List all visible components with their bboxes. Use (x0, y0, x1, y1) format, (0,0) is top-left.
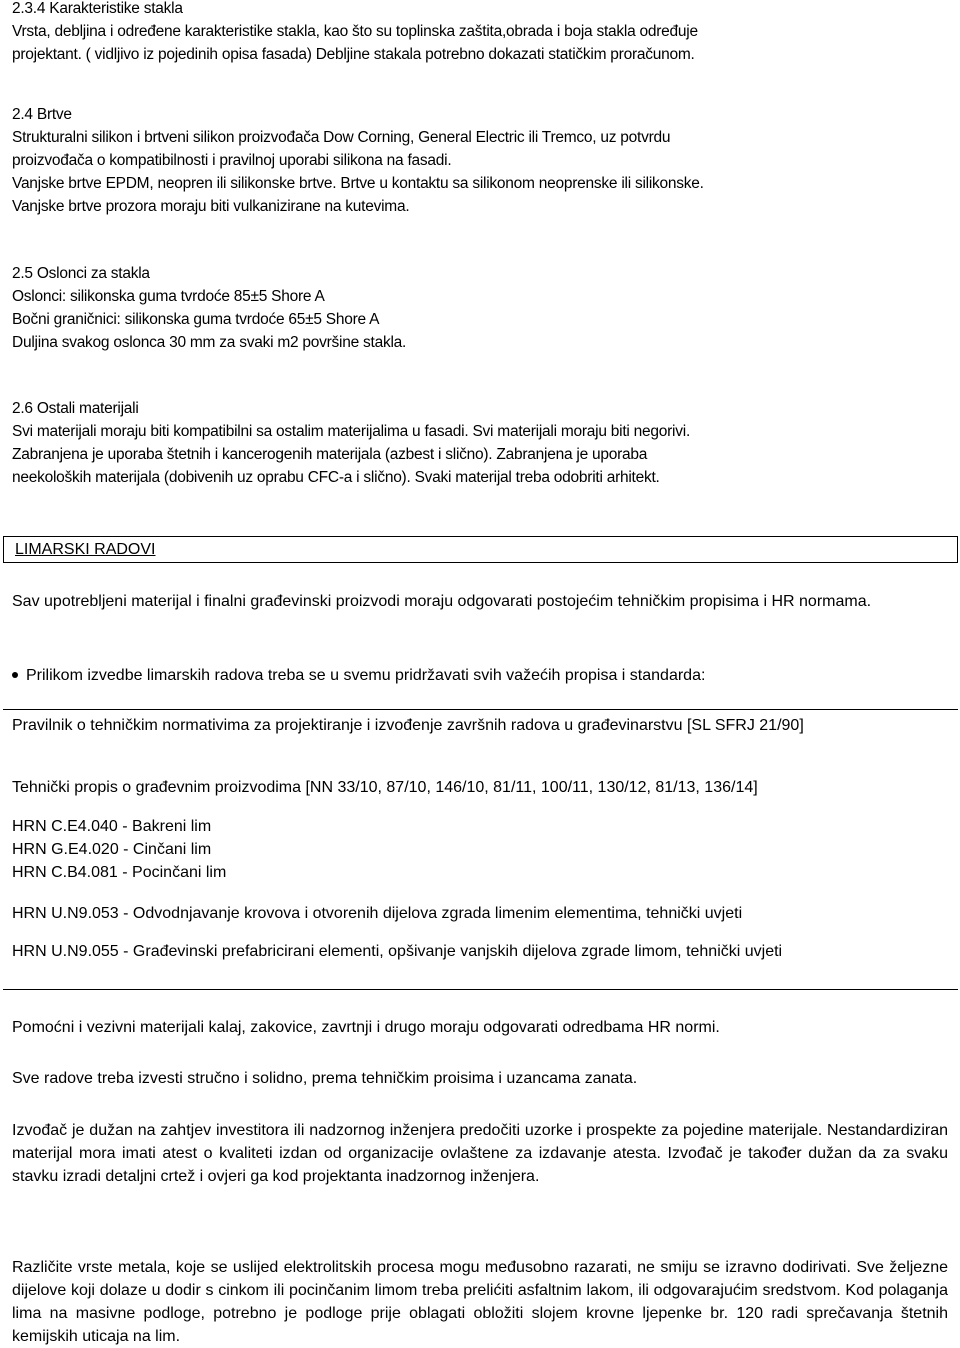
paragraph-line: Vrsta, debljina i određene karakteristike stakla, kao što su toplinska zaštita,obrada i boja stakla određuje (12, 23, 698, 40)
section-title: LIMARSKI RADOVI (15, 541, 156, 558)
paragraph-line: proizvođača o kompatibilnosti i pravilnoj uporabi silikona na fasadi. (12, 152, 452, 169)
paragraph-line: Strukturalni silikon i brtveni silikon proizvođača Dow Corning, General Electric ili Tremco, uz potvrdu (12, 129, 671, 146)
hrn-item: HRN C.E4.040 - Bakreni lim (12, 818, 212, 835)
section-heading: 2.6 Ostali materijali (12, 400, 139, 417)
divider (3, 989, 958, 990)
hrn-item: HRN U.N9.053 - Odvodnjavanje krovova i otvorenih dijelova zgrada limenim elementima, tehnički uvjeti (12, 905, 743, 922)
hrn-list (12, 815, 948, 884)
standard-pravilnik: Pravilnik o tehničkim normativima za projektiranje i izvođenje završnih radova u građevinarstvu [SL SFRJ 21/90] (12, 717, 804, 734)
hrn-item: HRN G.E4.020 - Cinčani lim (12, 841, 212, 858)
paragraph-line: projektant. ( vidljivo iz pojedinih opisa fasada) Debljine stakala potrebno dokazati statičkim proračunom. (12, 46, 695, 63)
bullet-item (12, 664, 705, 687)
paragraph: Pomoćni i vezivni materijali kalaj, zakovice, zavrtnji i drugo moraju odgovarati odredbama HR normi. (12, 1019, 720, 1036)
paragraph: Izvođač je dužan na zahtjev investitora ili nadzornog inženjera predočiti uzorke i prospekte za pojedine materijale. Nestandardiziran materijal mora imati atest o kvaliteti izdan od organizacije ovlaštene za izdavanje atesta. Izvođač je također dužan da za svaku stavku izradi detaljni crtež i ovjeri ga kod projektanta inadzornog inženjera. (12, 1122, 948, 1185)
intro-paragraph: Sav upotrebljeni materijal i finalni građevinski proizvodi moraju odgovarati postojećim tehničkim propisima i HR normama. (12, 593, 872, 610)
section-title-box (3, 536, 958, 563)
section-2-5 (12, 262, 948, 354)
standard-propis: Tehnički propis o građevnim proizvodima [NN 33/10, 87/10, 146/10, 81/11, 100/11, 130/12, 81/13, 136/14] (12, 779, 758, 796)
bullet-icon (12, 672, 18, 678)
section-2-3-4 (12, 0, 948, 66)
section-heading: 2.3.4 Karakteristike stakla (12, 0, 183, 17)
section-heading: 2.5 Oslonci za stakla (12, 265, 150, 282)
divider (3, 709, 958, 710)
hrn-item: HRN C.B4.081 - Pocinčani lim (12, 864, 227, 881)
paragraph: Sve radove treba izvesti stručno i solidno, prema tehničkim proisima i uzancama zanata. (12, 1070, 638, 1087)
hrn-item: HRN U.N9.055 - Građevinski prefabricirani elementi, opšivanje vanjskih dijelova zgrade limom, tehnički uvjeti (12, 943, 783, 960)
paragraph-line: Vanjske brtve prozora moraju biti vulkanizirane na kutevima. (12, 198, 410, 215)
paragraph-line: Vanjske brtve EPDM, neopren ili silikonske brtve. Brtve u kontaktu sa silikonom neoprenske ili silikonske. (12, 175, 704, 192)
paragraph-line: Duljina svakog oslonca 30 mm za svaki m2 površine stakla. (12, 334, 407, 351)
section-2-4 (12, 103, 948, 218)
paragraph-line: Svi materijali moraju biti kompatibilni sa ostalim materijalima u fasadi. Svi materijali moraju biti negorivi. (12, 423, 690, 440)
paragraph-line: Bočni graničnici: silikonska guma tvrdoće 65±5 Shore A (12, 311, 380, 328)
paragraph-line: Oslonci: silikonska guma tvrdoće 85±5 Shore A (12, 288, 325, 305)
section-heading: 2.4 Brtve (12, 106, 72, 123)
section-2-6 (12, 397, 948, 489)
paragraph-line: neekoloških materijala (dobivenih uz oprabu CFC-a i slično). Svaki materijal treba odobriti arhitekt. (12, 469, 660, 486)
paragraph-line: Zabranjena je uporaba štetnih i kancerogenih materijala (azbest i slično). Zabranjena je uporaba (12, 446, 648, 463)
paragraph: Različite vrste metala, koje se uslijed elektrolitskih procesa mogu međusobno razarati, ne smiju se izravno dodirivati. Sve željezne dijelove koji dolaze u dodir s cinkom ili pocinčanim limom treba prelićiti asfaltnim lakom, ili odgovarajućim sredstvom. Kod polaganja lima na masivne podloge, potrebno je podloge prije oblagati obložiti slojem krovne ljepenke br. 120 radi sprečavanja štetnih kemijskih uticaja na lim. (12, 1259, 948, 1345)
bullet-text: Prilikom izvedbe limarskih radova treba se u svemu pridržavati svih važećih propisa i standarda: (26, 667, 706, 684)
